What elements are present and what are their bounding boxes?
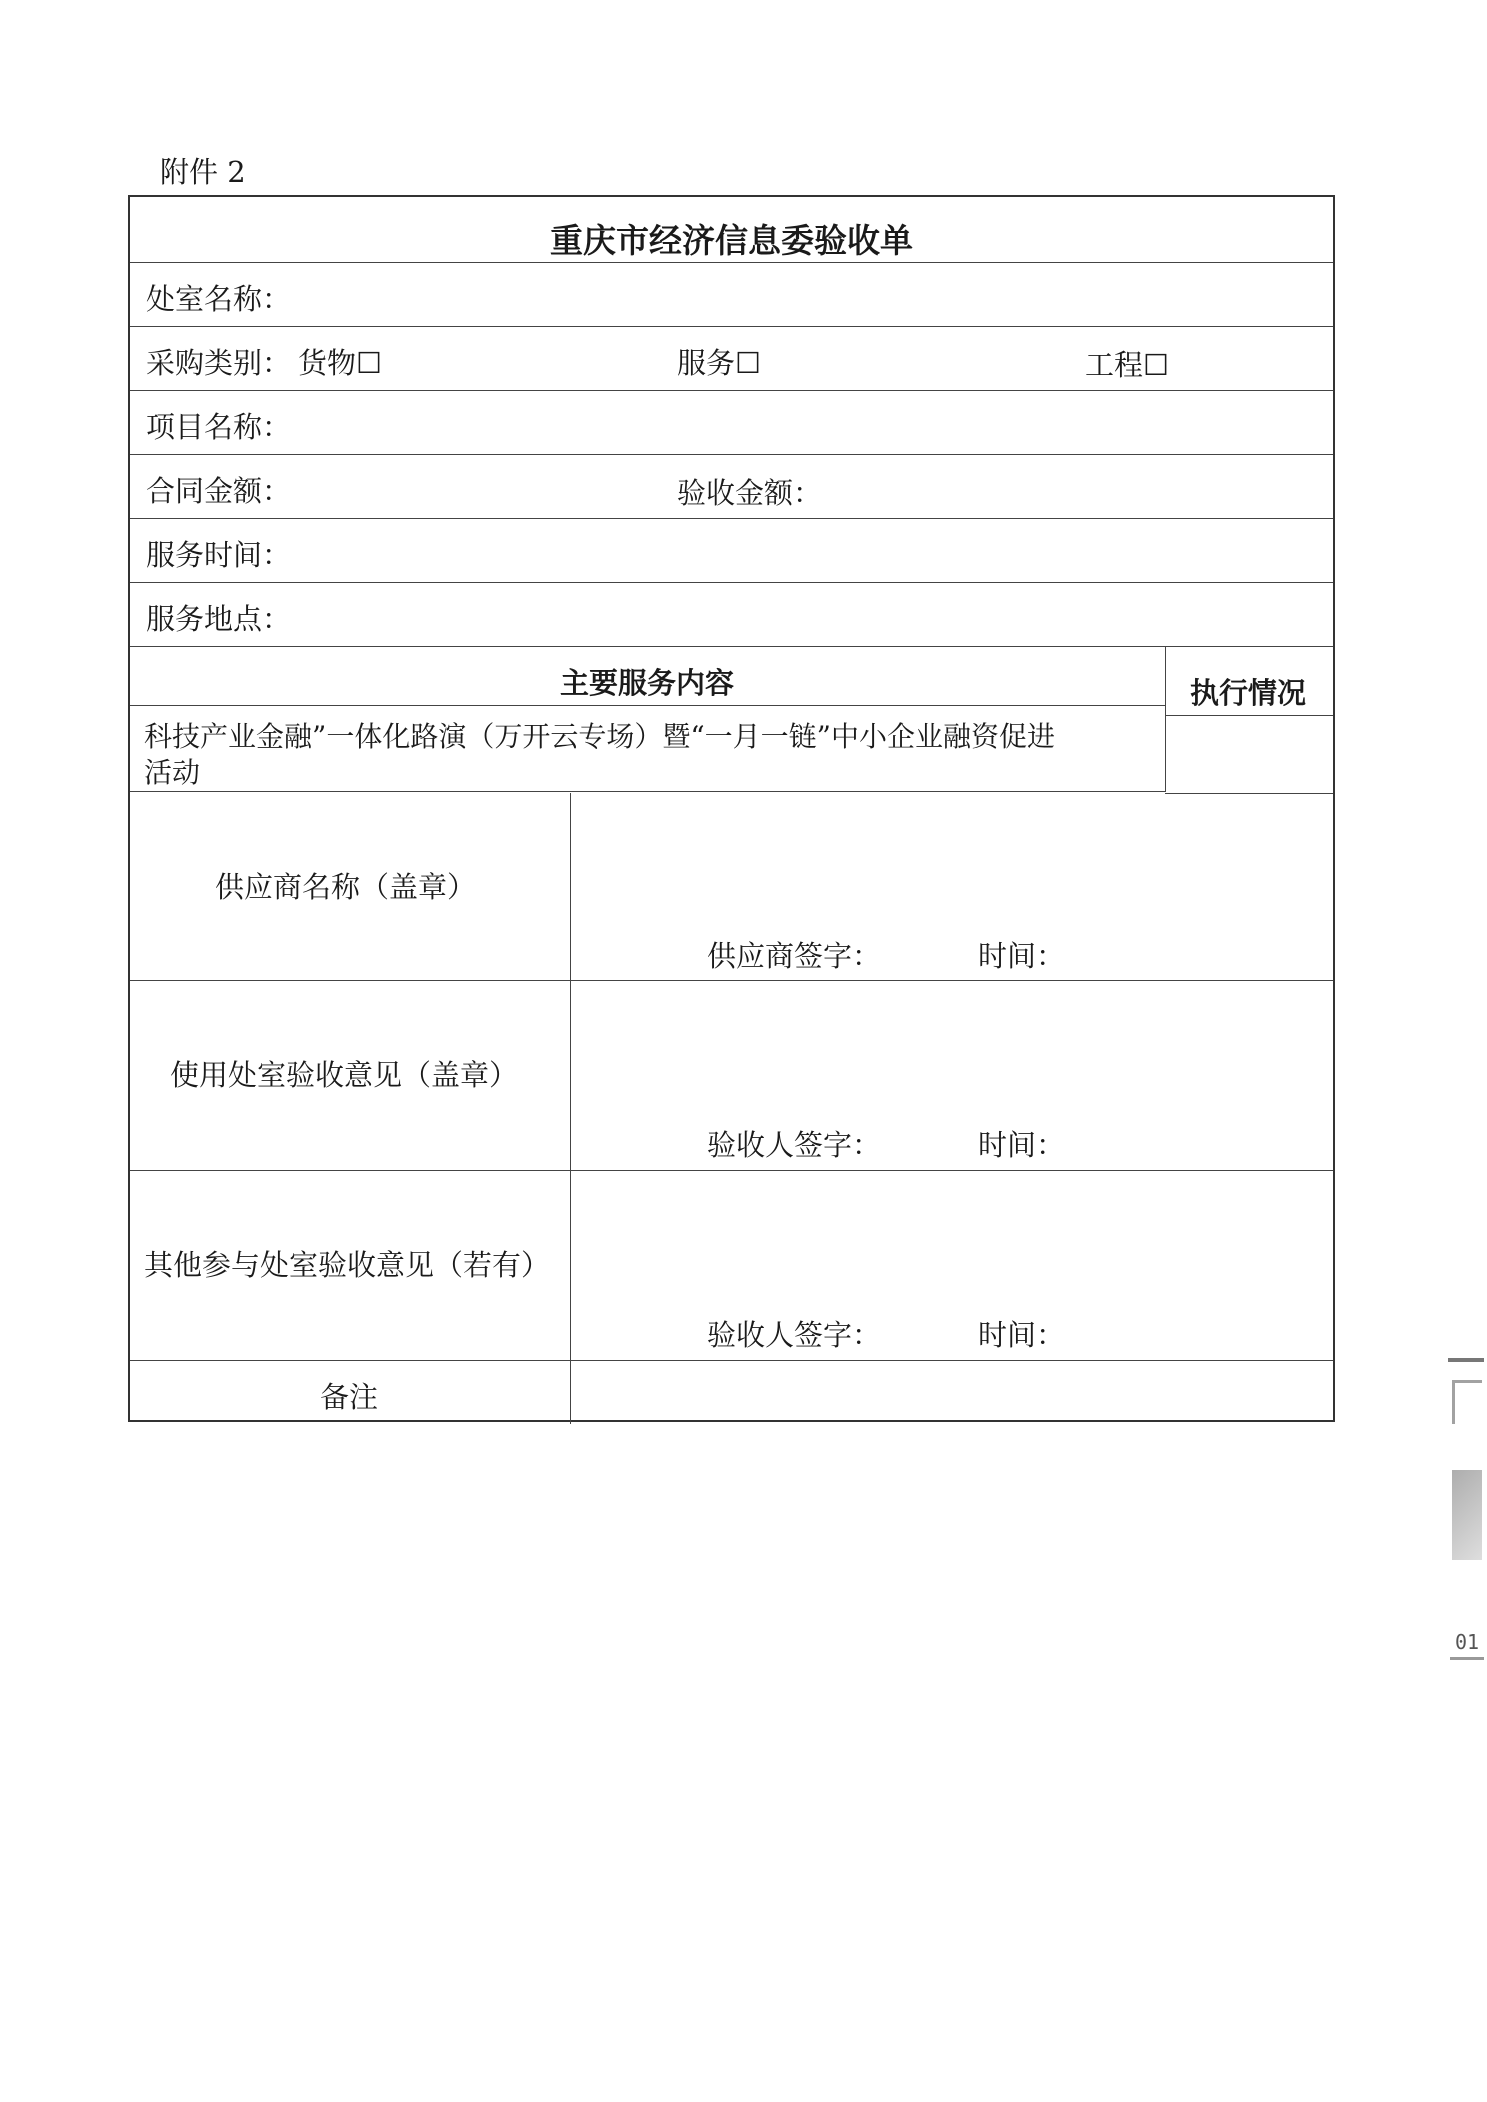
form-title: 重庆市经济信息委验收单 <box>550 221 913 260</box>
department-label: 处室名称： <box>146 282 292 316</box>
department-acceptor-sign-label: 验收人签字： <box>707 1128 882 1162</box>
other-acceptor-sign-label: 验收人签字： <box>707 1318 882 1352</box>
content-bottom-border <box>130 791 1165 792</box>
other-time-label: 时间： <box>978 1318 1066 1352</box>
procurement-label: 采购类别： <box>146 346 292 380</box>
department-opinion-label: 使用处室验收意见（盖章） <box>170 1058 519 1092</box>
supplier-time-label: 时间： <box>978 939 1066 973</box>
contract-amount-label: 合同金额： <box>146 474 292 508</box>
goods-option[interactable] <box>298 341 382 382</box>
project-row <box>130 391 1333 455</box>
remarks-label: 备注 <box>320 1380 379 1414</box>
department-time-label: 时间： <box>978 1128 1066 1162</box>
status-column-divider <box>1165 647 1166 792</box>
service-checkbox[interactable]: ☐ <box>735 346 762 380</box>
margin-underline <box>1450 1657 1484 1660</box>
service-time-label: 服务时间： <box>146 538 292 572</box>
other-opinion-row <box>130 1171 1333 1361</box>
engineering-option[interactable] <box>1085 343 1169 384</box>
supplier-row <box>130 793 1333 981</box>
goods-label: 货物 <box>298 346 357 380</box>
form-title-row <box>130 197 1333 263</box>
margin-mark-line <box>1448 1358 1484 1362</box>
supplier-label: 供应商名称（盖章） <box>215 870 477 904</box>
other-opinion-label: 其他参与处室验收意见（若有） <box>144 1248 551 1282</box>
acceptance-amount-label: 验收金额： <box>677 476 823 510</box>
content-section <box>130 647 1333 792</box>
goods-checkbox[interactable]: ☐ <box>356 346 383 380</box>
service-time-row <box>130 519 1333 583</box>
project-label: 项目名称： <box>146 410 292 444</box>
service-location-row <box>130 583 1333 647</box>
margin-seal-fragment <box>1452 1470 1482 1560</box>
content-header: 主要服务内容 <box>560 666 735 700</box>
attachment-label: 附件 2 <box>160 155 246 189</box>
remarks-row <box>130 1361 1333 1424</box>
department-opinion-row <box>130 981 1333 1171</box>
department-row <box>130 263 1333 327</box>
engineering-checkbox[interactable]: ☐ <box>1143 348 1170 382</box>
service-content-line1: 科技产业金融”一体化路演（万开云专场）暨“一月一链”中小企业融资促进 <box>144 720 1055 753</box>
procurement-row <box>130 327 1333 391</box>
status-header-divider <box>1165 715 1333 716</box>
service-content-line2: 活动 <box>144 756 201 789</box>
engineering-label: 工程 <box>1085 348 1144 382</box>
margin-text-fragment: 01 <box>1455 1630 1480 1654</box>
service-location-label: 服务地点： <box>146 602 292 636</box>
content-header-divider <box>130 705 1165 706</box>
service-option[interactable] <box>677 341 761 382</box>
margin-stamp-fragment <box>1452 1380 1482 1424</box>
amount-row <box>130 455 1333 519</box>
supplier-sign-label: 供应商签字： <box>707 939 882 973</box>
service-label: 服务 <box>677 346 736 380</box>
status-header: 执行情况 <box>1190 676 1307 710</box>
acceptance-form <box>128 195 1335 1422</box>
